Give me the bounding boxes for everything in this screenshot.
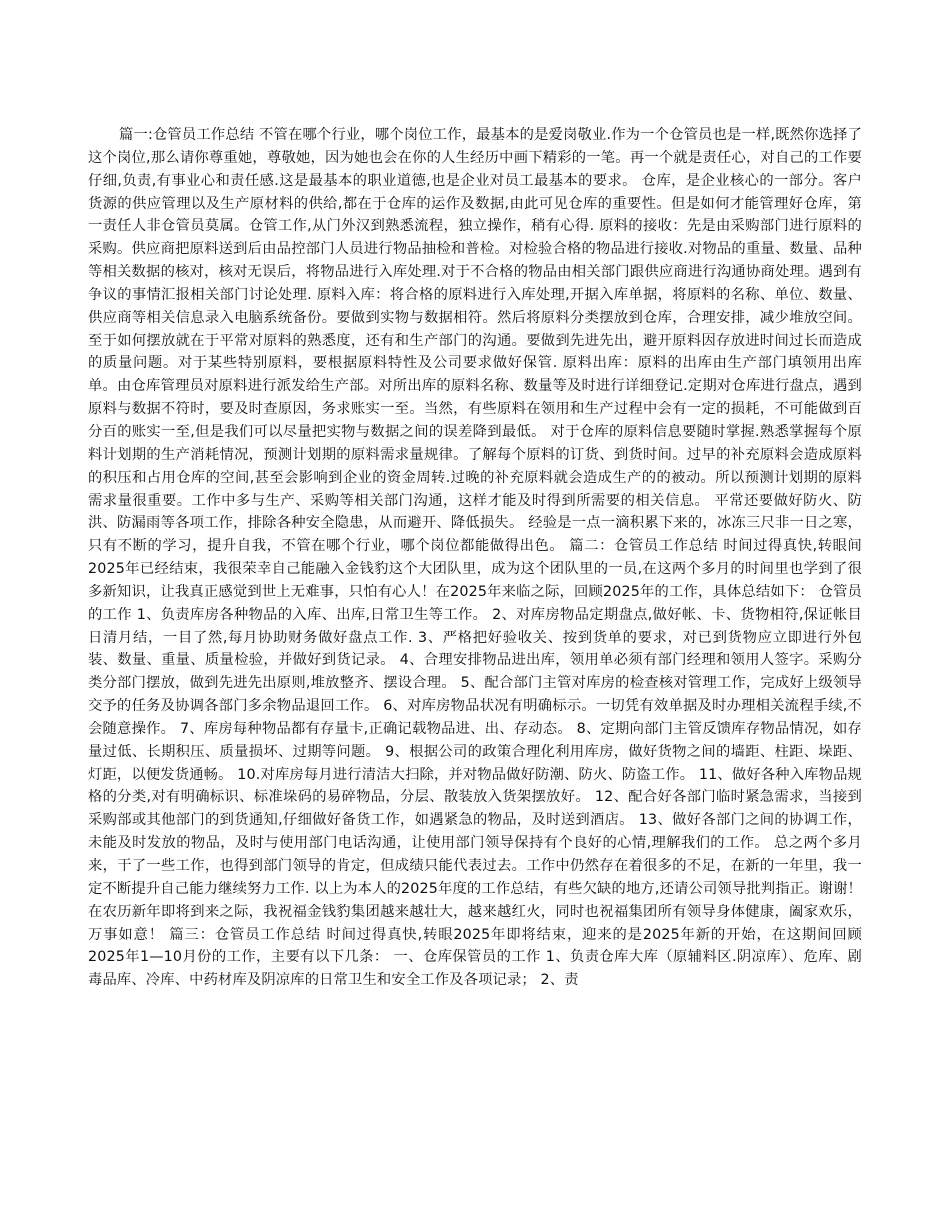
document-body xyxy=(88,124,862,992)
body-paragraph: 篇一:仓管员工作总结 不管在哪个行业，哪个岗位工作，最基本的是爱岗敬业.作为一个仓管员也是一样,既然你选择了这个岗位,那么请你尊重她，尊敬她，因为她也会在你的人生经历中画下精彩的一笔。再一个就是责任心，对自己的工作要仔细,负责,有事业心和责任感.这是最基本的职业道德,也是企业对员工最基本的要求。 仓库，是企业核心的一部分。客户货源的供应管理以及生产原材料的供给,都在于仓库的运作及数据,由此可见仓库的重要性。但是如何才能管理好仓库，第一责任人非仓管员莫属。仓管工作,从门外汉到熟悉流程，独立操作，稍有心得. 原料的接收：先是由采购部门进行原料的采购。供应商把原料送到后由品控部门人员进行物品抽检和普检。对检验合格的物品进行接收.对物品的重量、数量、品种等相关数据的核对，核对无误后，将物品进行入库处理.对于不合格的物品由相关部门跟供应商进行沟通协商处理。遇到有争议的事情汇报相关部门讨论处理. 原料入库：将合格的原料进行入库处理,开据入库单据，将原料的名称、单位、数量、供应商等相关信息录入电脑系统备份。要做到实物与数据相符。然后将原料分类摆放到仓库，合理安排，减少堆放空间。至于如何摆放就在于平常对原料的熟悉度，还有和生产部门的沟通。要做到先进先出，避开原料因存放进时间过长而造成的质量问题。对于某些特别原料，要根据原料特性及公司要求做好保管. 原料出库：原料的出库由生产部门填领用出库单。由仓库管理员对原料进行派发给生产部。对所出库的原料名称、数量等及时进行详细登记.定期对仓库进行盘点，遇到原料与数据不符时，要及时查原因，务求账实一至。当然，有些原料在领用和生产过程中会有一定的损耗，不可能做到百分百的账实一至,但是我们可以尽量把实物与数据之间的误差降到最低。 对于仓库的原料信息要随时掌握.熟悉掌握每个原料计划期的生产消耗情况，预测计划期的原料需求量规律。了解每个原料的订货、到货时间。过早的补充原料会造成原料的积压和占用仓库的空间,甚至会影响到企业的资金周转.过晚的补充原料就会造成生产的的被动。所以预测计划期的原料需求量很重要。工作中多与生产、采购等相关部门沟通，这样才能及时得到所需要的相关信息。 平常还要做好防火、防洪、防漏雨等各项工作，排除各种安全隐患，从而避开、降低损失。 经验是一点一滴积累下来的，冰冻三尺非一日之寒，只有不断的学习，提升自我，不管在哪个行业，哪个岗位都能做得出色。 篇二：仓管员工作总结 时间过得真快,转眼间2025年已经结束，我很荣幸自己能融入金钱豹这个大团队里，成为这个团队里的一员,在这两个多月的时间里也学到了很多新知识，让我真正感觉到世上无难事，只怕有心人！在2025年来临之际，回顾2025年的工作，具体总结如下： 仓管员的工作 1、负责库房各种物品的入库、出库,日常卫生等工作。 2、对库房物品定期盘点,做好帐、卡、货物相符,保证帐目日清月结，一目了然,每月协助财务做好盘点工作. 3、严格把好验收关、按到货单的要求，对已到货物应立即进行外包装、数量、重量、质量检验，并做好到货记录。 4、合理安排物品进出库，领用单必须有部门经理和领用人签字。采购分类分部门摆放，做到先进先出原则,堆放整齐、摆设合理。 5、配合部门主管对库房的检查核对管理工作，完成好上级领导交予的任务及协调各部门多余物品退回工作。 6、对库房物品状况有明确标示。一切凭有效单据及时办理相关流程手续,不会随意操作。 7、库房每种物品都有存量卡,正确记载物品进、出、存动态。 8、定期向部门主管反馈库存物品情况，如存量过低、长期积压、质量损坏、过期等问题。 9、根据公司的政策合理化利用库房，做好货物之间的墙距、柱距、垛距、灯距，以便发货通畅。 10.对库房每月进行清洁大扫除，并对物品做好防潮、防火、防盗工作。 11、做好各种入库物品规格的分类,对有明确标识、标准垛码的易碎物品，分层、散装放入货架摆放好。 12、配合好各部门临时紧急需求，当接到采购部或其他部门的到货通知,仔细做好备货工作，如遇紧急的物品，及时送到酒店。 13、做好各部门之间的协调工作，未能及时发放的物品，及时与使用部门电话沟通，让使用部门领导保持有个良好的心情,理解我们的工作。 总之两个多月来，干了一些工作，也得到部门领导的肯定，但成绩只能代表过去。工作中仍然存在着很多的不足，在新的一年里，我一定不断提升自己能力继续努力工作. 以上为本人的2025年度的工作总结，有些欠缺的地方,还请公司领导批判指正。谢谢！ 在农历新年即将到来之际，我祝福金钱豹集团越来越壮大，越来越红火，同时也祝福集团所有领导身体健康，阖家欢乐，万事如意！ 篇三：仓管员工作总结 时间过得真快,转眼2025年即将结束，迎来的是2025年新的开始，在这期间回顾2025年1—10月份的工作，主要有以下几条： 一、仓库保管员的工作 1、负责仓库大库（原辅料区.阴凉库）、危库、剧毒品库、冷库、中药材库及阴凉库的日常卫生和安全工作及各项记录； 2、责 xyxy=(88,127,862,989)
